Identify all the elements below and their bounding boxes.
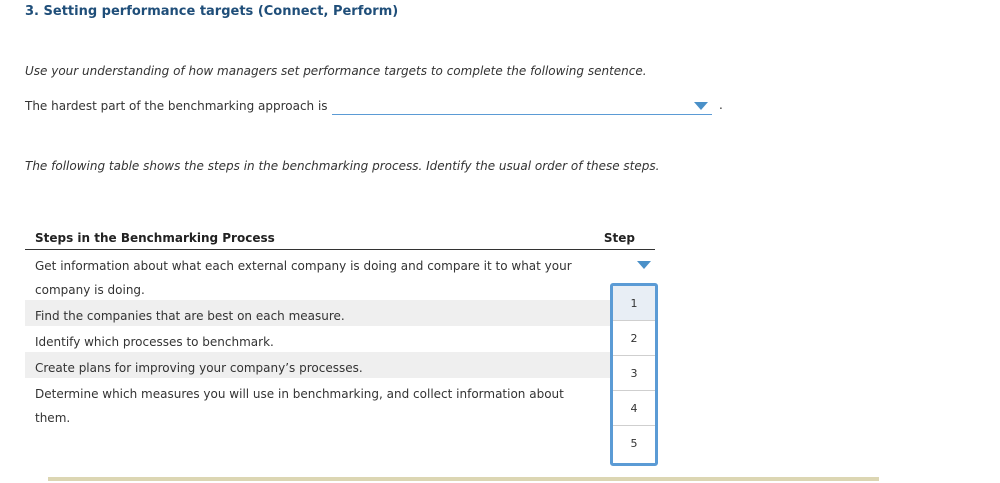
step-description: Identify which processes to benchmark. xyxy=(35,335,274,349)
step-option[interactable]: 5 xyxy=(630,437,638,450)
chevron-down-icon xyxy=(694,102,708,110)
table-header xyxy=(25,229,655,250)
step-description: Create plans for improving your company’s processes. xyxy=(35,361,363,375)
step-listbox[interactable] xyxy=(610,283,658,466)
column-header-steps: Steps in the Benchmarking Process xyxy=(35,231,275,245)
table-row xyxy=(25,352,612,378)
step-option[interactable]: 3 xyxy=(613,356,655,391)
step-description: Find the companies that are best on each measure. xyxy=(35,309,345,323)
table-row xyxy=(25,378,612,428)
benchmarking-steps-table xyxy=(25,229,655,428)
table-row xyxy=(25,326,612,352)
step-option[interactable]: 4 xyxy=(613,391,655,426)
page-title: 3. Setting performance targets (Connect, Perform) xyxy=(25,4,399,19)
sentence-prefix: The hardest part of the benchmarking approach is xyxy=(25,99,328,113)
chevron-down-icon[interactable] xyxy=(637,261,651,269)
sentence-suffix: . xyxy=(719,98,723,112)
answer-dropdown[interactable] xyxy=(332,98,712,115)
table-instruction-text: The following table shows the steps in the benchmarking process. Identify the usual order of these steps. xyxy=(25,159,660,173)
table-row xyxy=(25,250,612,300)
instruction-text: Use your understanding of how managers set performance targets to complete the following sentence. xyxy=(25,64,647,78)
step-description: Determine which measures you will use in benchmarking, and collect information about them. xyxy=(35,387,564,425)
step-option[interactable]: 1 xyxy=(613,286,655,321)
column-header-step: Step xyxy=(603,231,635,245)
step-option[interactable]: 2 xyxy=(613,321,655,356)
table-row xyxy=(25,300,612,326)
step-description: Get information about what each external company is doing and compare it to what your company is doing. xyxy=(35,259,572,297)
footer-divider xyxy=(48,477,879,481)
